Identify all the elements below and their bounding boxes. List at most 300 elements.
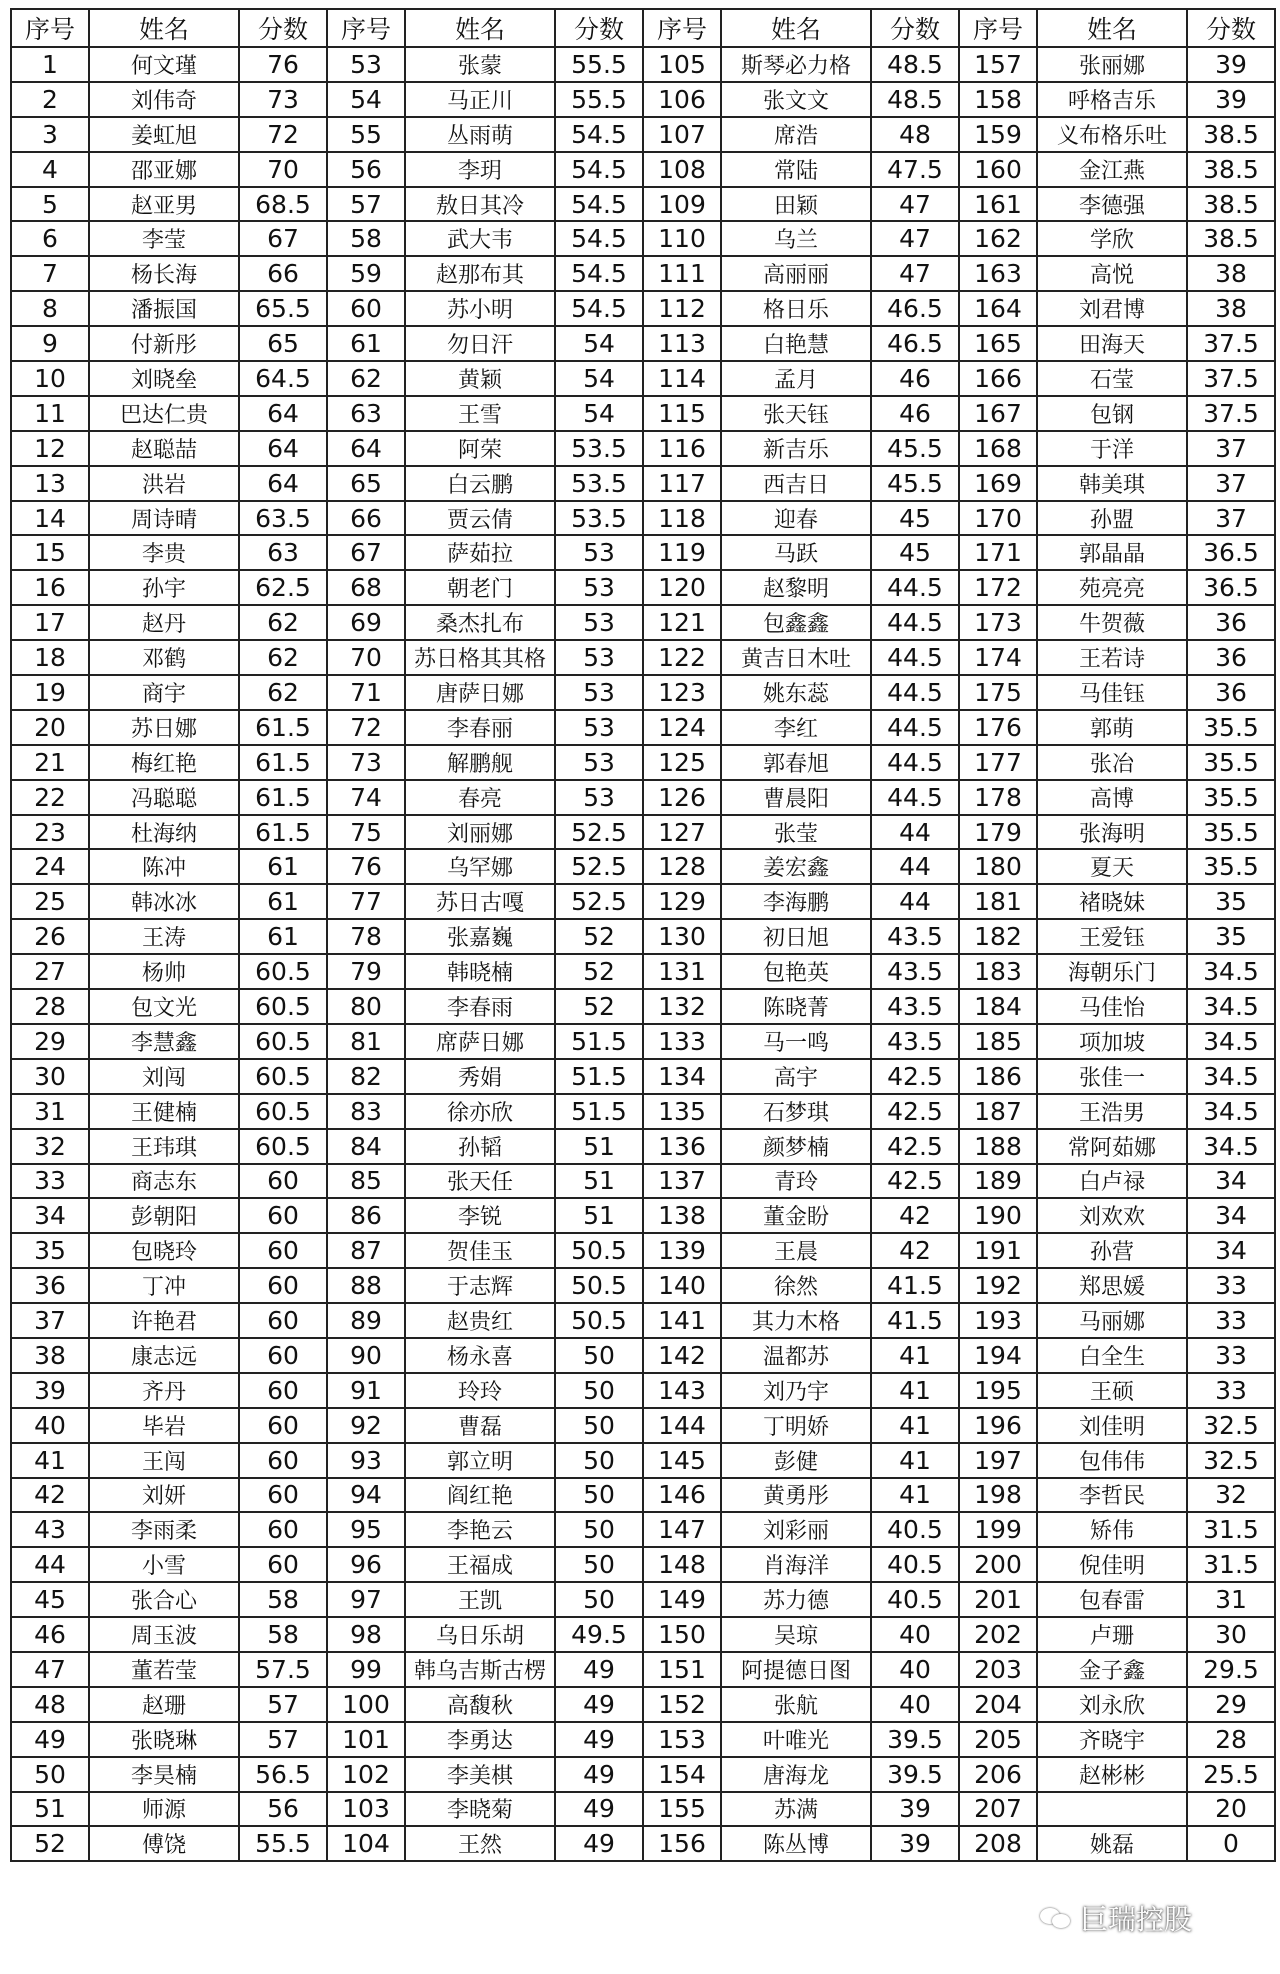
row-index: 100 <box>327 1687 405 1722</box>
student-name: 刘欢欢 <box>1037 1198 1187 1233</box>
row-index: 111 <box>643 256 721 291</box>
row-index: 147 <box>643 1512 721 1547</box>
table-row <box>11 1268 1275 1303</box>
score: 34.5 <box>1187 1129 1275 1164</box>
student-name: 王涛 <box>89 919 239 954</box>
row-index: 109 <box>643 187 721 222</box>
row-index: 192 <box>959 1268 1037 1303</box>
row-index: 94 <box>327 1478 405 1513</box>
score: 63.5 <box>239 501 327 536</box>
row-index: 165 <box>959 326 1037 361</box>
student-name: 姚磊 <box>1037 1826 1187 1861</box>
row-index: 161 <box>959 187 1037 222</box>
score: 62.5 <box>239 570 327 605</box>
score: 37 <box>1187 466 1275 501</box>
score: 36.5 <box>1187 535 1275 570</box>
score: 43.5 <box>871 954 959 989</box>
row-index: 83 <box>327 1094 405 1129</box>
row-index: 32 <box>11 1129 89 1164</box>
score: 54.5 <box>555 221 643 256</box>
score: 54.5 <box>555 117 643 152</box>
student-name: 洪岩 <box>89 466 239 501</box>
student-name: 孙韬 <box>405 1129 555 1164</box>
table-row <box>11 884 1275 919</box>
score: 35 <box>1187 919 1275 954</box>
score: 62 <box>239 640 327 675</box>
row-index: 84 <box>327 1129 405 1164</box>
score: 39 <box>1187 47 1275 82</box>
row-index: 90 <box>327 1338 405 1373</box>
row-index: 74 <box>327 780 405 815</box>
student-name: 赵丹 <box>89 605 239 640</box>
row-index: 10 <box>11 361 89 396</box>
student-name: 孙宇 <box>89 570 239 605</box>
score: 46 <box>871 361 959 396</box>
student-name: 刘妍 <box>89 1478 239 1513</box>
student-name: 张文文 <box>721 82 871 117</box>
table-row <box>11 780 1275 815</box>
student-name: 苏日古嘎 <box>405 884 555 919</box>
score: 61.5 <box>239 815 327 850</box>
student-name: 刘丽娜 <box>405 815 555 850</box>
row-index: 115 <box>643 396 721 431</box>
score: 37.5 <box>1187 396 1275 431</box>
score: 44 <box>871 815 959 850</box>
table-row <box>11 256 1275 291</box>
row-index: 91 <box>327 1373 405 1408</box>
student-name: 冯聪聪 <box>89 780 239 815</box>
row-index: 110 <box>643 221 721 256</box>
student-name: 黄勇彤 <box>721 1478 871 1513</box>
row-index: 127 <box>643 815 721 850</box>
table-row <box>11 1338 1275 1373</box>
score: 39 <box>871 1792 959 1827</box>
student-name: 邵亚娜 <box>89 152 239 187</box>
score: 42 <box>871 1198 959 1233</box>
student-name: 高博 <box>1037 780 1187 815</box>
student-name: 李海鹏 <box>721 884 871 919</box>
score: 0 <box>1187 1826 1275 1861</box>
score: 35.5 <box>1187 815 1275 850</box>
student-name: 苏小明 <box>405 291 555 326</box>
row-index: 194 <box>959 1338 1037 1373</box>
row-index: 204 <box>959 1687 1037 1722</box>
score: 34 <box>1187 1198 1275 1233</box>
student-name: 牛贺薇 <box>1037 605 1187 640</box>
row-index: 81 <box>327 1024 405 1059</box>
score: 56 <box>239 1792 327 1827</box>
student-name: 赵彬彬 <box>1037 1757 1187 1792</box>
score: 50 <box>555 1512 643 1547</box>
score: 70 <box>239 152 327 187</box>
score: 41.5 <box>871 1303 959 1338</box>
student-name: 叶唯光 <box>721 1722 871 1757</box>
student-name: 白全生 <box>1037 1338 1187 1373</box>
row-index: 118 <box>643 501 721 536</box>
row-index: 99 <box>327 1652 405 1687</box>
row-index: 136 <box>643 1129 721 1164</box>
score: 60 <box>239 1198 327 1233</box>
score: 34.5 <box>1187 954 1275 989</box>
row-index: 3 <box>11 117 89 152</box>
score: 57.5 <box>239 1652 327 1687</box>
row-index: 85 <box>327 1164 405 1199</box>
student-name: 张蒙 <box>405 47 555 82</box>
score: 43.5 <box>871 919 959 954</box>
score: 37.5 <box>1187 326 1275 361</box>
score: 44.5 <box>871 745 959 780</box>
score: 60 <box>239 1408 327 1443</box>
header-score: 分数 <box>1187 9 1275 47</box>
header-score: 分数 <box>871 9 959 47</box>
score: 41 <box>871 1338 959 1373</box>
row-index: 23 <box>11 815 89 850</box>
score: 60 <box>239 1338 327 1373</box>
student-name: 李春雨 <box>405 989 555 1024</box>
row-index: 28 <box>11 989 89 1024</box>
score: 35.5 <box>1187 780 1275 815</box>
student-name: 张合心 <box>89 1582 239 1617</box>
score: 51 <box>555 1198 643 1233</box>
score: 60 <box>239 1303 327 1338</box>
row-index: 51 <box>11 1792 89 1827</box>
table-row <box>11 849 1275 884</box>
table-row <box>11 152 1275 187</box>
student-name: 矫伟 <box>1037 1512 1187 1547</box>
score: 44.5 <box>871 570 959 605</box>
score: 49 <box>555 1792 643 1827</box>
table-row <box>11 1512 1275 1547</box>
student-name: 王玮琪 <box>89 1129 239 1164</box>
row-index: 205 <box>959 1722 1037 1757</box>
row-index: 6 <box>11 221 89 256</box>
row-index: 86 <box>327 1198 405 1233</box>
score: 40 <box>871 1617 959 1652</box>
score: 64 <box>239 396 327 431</box>
row-index: 63 <box>327 396 405 431</box>
row-index: 140 <box>643 1268 721 1303</box>
table-row <box>11 605 1275 640</box>
row-index: 64 <box>327 431 405 466</box>
row-index: 53 <box>327 47 405 82</box>
student-name: 王硕 <box>1037 1373 1187 1408</box>
student-name: 玲玲 <box>405 1373 555 1408</box>
table-row <box>11 989 1275 1024</box>
score: 60 <box>239 1478 327 1513</box>
student-name: 董金盼 <box>721 1198 871 1233</box>
student-name: 孙营 <box>1037 1233 1187 1268</box>
row-index: 58 <box>327 221 405 256</box>
row-index: 146 <box>643 1478 721 1513</box>
row-index: 75 <box>327 815 405 850</box>
row-index: 1 <box>11 47 89 82</box>
row-index: 201 <box>959 1582 1037 1617</box>
row-index: 103 <box>327 1792 405 1827</box>
row-index: 157 <box>959 47 1037 82</box>
table-row <box>11 1687 1275 1722</box>
row-index: 37 <box>11 1303 89 1338</box>
score: 37.5 <box>1187 361 1275 396</box>
student-name: 赵黎明 <box>721 570 871 605</box>
row-index: 105 <box>643 47 721 82</box>
row-index: 145 <box>643 1443 721 1478</box>
row-index: 26 <box>11 919 89 954</box>
score: 44 <box>871 849 959 884</box>
row-index: 80 <box>327 989 405 1024</box>
row-index: 206 <box>959 1757 1037 1792</box>
score: 40.5 <box>871 1547 959 1582</box>
score: 53 <box>555 640 643 675</box>
row-index: 132 <box>643 989 721 1024</box>
score: 48.5 <box>871 82 959 117</box>
table-row <box>11 1024 1275 1059</box>
row-index: 71 <box>327 675 405 710</box>
score: 54 <box>555 361 643 396</box>
row-index: 193 <box>959 1303 1037 1338</box>
table-row <box>11 1094 1275 1129</box>
student-name: 徐亦欣 <box>405 1094 555 1129</box>
score: 60.5 <box>239 1129 327 1164</box>
row-index: 144 <box>643 1408 721 1443</box>
row-index: 59 <box>327 256 405 291</box>
score: 40 <box>871 1652 959 1687</box>
row-index: 14 <box>11 501 89 536</box>
table-row <box>11 1303 1275 1338</box>
student-name: 傅饶 <box>89 1826 239 1861</box>
table-row <box>11 117 1275 152</box>
student-name: 李慧鑫 <box>89 1024 239 1059</box>
table-row <box>11 815 1275 850</box>
score: 40.5 <box>871 1582 959 1617</box>
student-name: 潘振国 <box>89 291 239 326</box>
score: 57 <box>239 1687 327 1722</box>
student-name: 张航 <box>721 1687 871 1722</box>
student-name: 白卢禄 <box>1037 1164 1187 1199</box>
student-name: 义布格乐吐 <box>1037 117 1187 152</box>
score: 33 <box>1187 1303 1275 1338</box>
row-index: 70 <box>327 640 405 675</box>
score: 64 <box>239 431 327 466</box>
student-name: 张天钰 <box>721 396 871 431</box>
score: 60.5 <box>239 1024 327 1059</box>
row-index: 40 <box>11 1408 89 1443</box>
student-name: 常陆 <box>721 152 871 187</box>
score: 61.5 <box>239 745 327 780</box>
score: 45.5 <box>871 431 959 466</box>
score: 61 <box>239 849 327 884</box>
student-name: 丛雨萌 <box>405 117 555 152</box>
row-index: 162 <box>959 221 1037 256</box>
student-name: 包晓玲 <box>89 1233 239 1268</box>
score: 63 <box>239 535 327 570</box>
score: 41 <box>871 1478 959 1513</box>
student-name: 石梦琪 <box>721 1094 871 1129</box>
table-row <box>11 1373 1275 1408</box>
row-index: 35 <box>11 1233 89 1268</box>
student-name: 齐晓宇 <box>1037 1722 1187 1757</box>
student-name: 师源 <box>89 1792 239 1827</box>
student-name: 康志远 <box>89 1338 239 1373</box>
row-index: 124 <box>643 710 721 745</box>
score: 61 <box>239 919 327 954</box>
student-name: 斯琴必力格 <box>721 47 871 82</box>
score: 44.5 <box>871 780 959 815</box>
score: 20 <box>1187 1792 1275 1827</box>
row-index: 96 <box>327 1547 405 1582</box>
score: 36 <box>1187 640 1275 675</box>
row-index: 102 <box>327 1757 405 1792</box>
header-index: 序号 <box>959 9 1037 47</box>
row-index: 176 <box>959 710 1037 745</box>
student-name: 曹晨阳 <box>721 780 871 815</box>
row-index: 182 <box>959 919 1037 954</box>
score: 42.5 <box>871 1059 959 1094</box>
student-name: 桑杰扎布 <box>405 605 555 640</box>
student-name: 张丽娜 <box>1037 47 1187 82</box>
row-index: 164 <box>959 291 1037 326</box>
row-index: 13 <box>11 466 89 501</box>
row-index: 135 <box>643 1094 721 1129</box>
score: 49 <box>555 1826 643 1861</box>
student-name: 李贵 <box>89 535 239 570</box>
student-name: 高丽丽 <box>721 256 871 291</box>
score: 31 <box>1187 1582 1275 1617</box>
row-index: 208 <box>959 1826 1037 1861</box>
student-name: 李玥 <box>405 152 555 187</box>
score: 39 <box>871 1826 959 1861</box>
header-score: 分数 <box>555 9 643 47</box>
row-index: 4 <box>11 152 89 187</box>
row-index: 93 <box>327 1443 405 1478</box>
score: 36 <box>1187 675 1275 710</box>
student-name: 彭朝阳 <box>89 1198 239 1233</box>
score: 39.5 <box>871 1722 959 1757</box>
student-name: 杜海纳 <box>89 815 239 850</box>
table-row <box>11 1233 1275 1268</box>
score: 67 <box>239 221 327 256</box>
score: 65.5 <box>239 291 327 326</box>
row-index: 43 <box>11 1512 89 1547</box>
student-name: 于洋 <box>1037 431 1187 466</box>
row-index: 25 <box>11 884 89 919</box>
table-row <box>11 1792 1275 1827</box>
score: 50.5 <box>555 1268 643 1303</box>
row-index: 104 <box>327 1826 405 1861</box>
row-index: 189 <box>959 1164 1037 1199</box>
row-index: 158 <box>959 82 1037 117</box>
score: 33 <box>1187 1268 1275 1303</box>
student-name: 郭春旭 <box>721 745 871 780</box>
row-index: 24 <box>11 849 89 884</box>
student-name: 苏日娜 <box>89 710 239 745</box>
student-name: 赵贵红 <box>405 1303 555 1338</box>
row-index: 116 <box>643 431 721 466</box>
table-row <box>11 1443 1275 1478</box>
score: 50 <box>555 1547 643 1582</box>
table-row <box>11 82 1275 117</box>
student-name: 乌罕娜 <box>405 849 555 884</box>
row-index: 9 <box>11 326 89 361</box>
student-name: 苏力德 <box>721 1582 871 1617</box>
student-name: 青玲 <box>721 1164 871 1199</box>
student-name: 迎春 <box>721 501 871 536</box>
student-name: 毕岩 <box>89 1408 239 1443</box>
row-index: 31 <box>11 1094 89 1129</box>
table-row <box>11 1617 1275 1652</box>
row-index: 92 <box>327 1408 405 1443</box>
row-index: 78 <box>327 919 405 954</box>
score: 54.5 <box>555 187 643 222</box>
score: 53.5 <box>555 466 643 501</box>
score: 54 <box>555 326 643 361</box>
row-index: 166 <box>959 361 1037 396</box>
student-name: 马一鸣 <box>721 1024 871 1059</box>
score: 60 <box>239 1268 327 1303</box>
table-row <box>11 291 1275 326</box>
score: 60 <box>239 1233 327 1268</box>
table-row <box>11 221 1275 256</box>
student-name: 席浩 <box>721 117 871 152</box>
student-name: 勿日汗 <box>405 326 555 361</box>
table-row <box>11 710 1275 745</box>
score: 38.5 <box>1187 117 1275 152</box>
student-name: 阎红艳 <box>405 1478 555 1513</box>
row-index: 199 <box>959 1512 1037 1547</box>
student-name: 王凯 <box>405 1582 555 1617</box>
score: 50 <box>555 1478 643 1513</box>
header-score: 分数 <box>239 9 327 47</box>
score: 36.5 <box>1187 570 1275 605</box>
student-name: 阿提德日图 <box>721 1652 871 1687</box>
header-index: 序号 <box>327 9 405 47</box>
student-name: 马佳钰 <box>1037 675 1187 710</box>
header-index: 序号 <box>11 9 89 47</box>
student-name: 解鹏舰 <box>405 745 555 780</box>
student-name: 陈丛博 <box>721 1826 871 1861</box>
score: 43.5 <box>871 1024 959 1059</box>
student-name: 呼格吉乐 <box>1037 82 1187 117</box>
student-name: 贺佳玉 <box>405 1233 555 1268</box>
row-index: 120 <box>643 570 721 605</box>
score: 51.5 <box>555 1094 643 1129</box>
score: 34.5 <box>1187 989 1275 1024</box>
table-row <box>11 326 1275 361</box>
student-name: 王雪 <box>405 396 555 431</box>
student-name: 敖日其冷 <box>405 187 555 222</box>
student-name: 梅红艳 <box>89 745 239 780</box>
score: 62 <box>239 675 327 710</box>
student-name: 李晓菊 <box>405 1792 555 1827</box>
student-name: 萨茹拉 <box>405 535 555 570</box>
score: 66 <box>239 256 327 291</box>
score: 48.5 <box>871 47 959 82</box>
header-index: 序号 <box>643 9 721 47</box>
score: 60.5 <box>239 1059 327 1094</box>
score: 55.5 <box>239 1826 327 1861</box>
table-row <box>11 954 1275 989</box>
table-row <box>11 1408 1275 1443</box>
table-row <box>11 1722 1275 1757</box>
score: 49 <box>555 1687 643 1722</box>
student-name: 包文光 <box>89 989 239 1024</box>
row-index: 174 <box>959 640 1037 675</box>
row-index: 67 <box>327 535 405 570</box>
student-name: 武大韦 <box>405 221 555 256</box>
row-index: 27 <box>11 954 89 989</box>
student-name: 王福成 <box>405 1547 555 1582</box>
row-index: 183 <box>959 954 1037 989</box>
score: 41 <box>871 1373 959 1408</box>
